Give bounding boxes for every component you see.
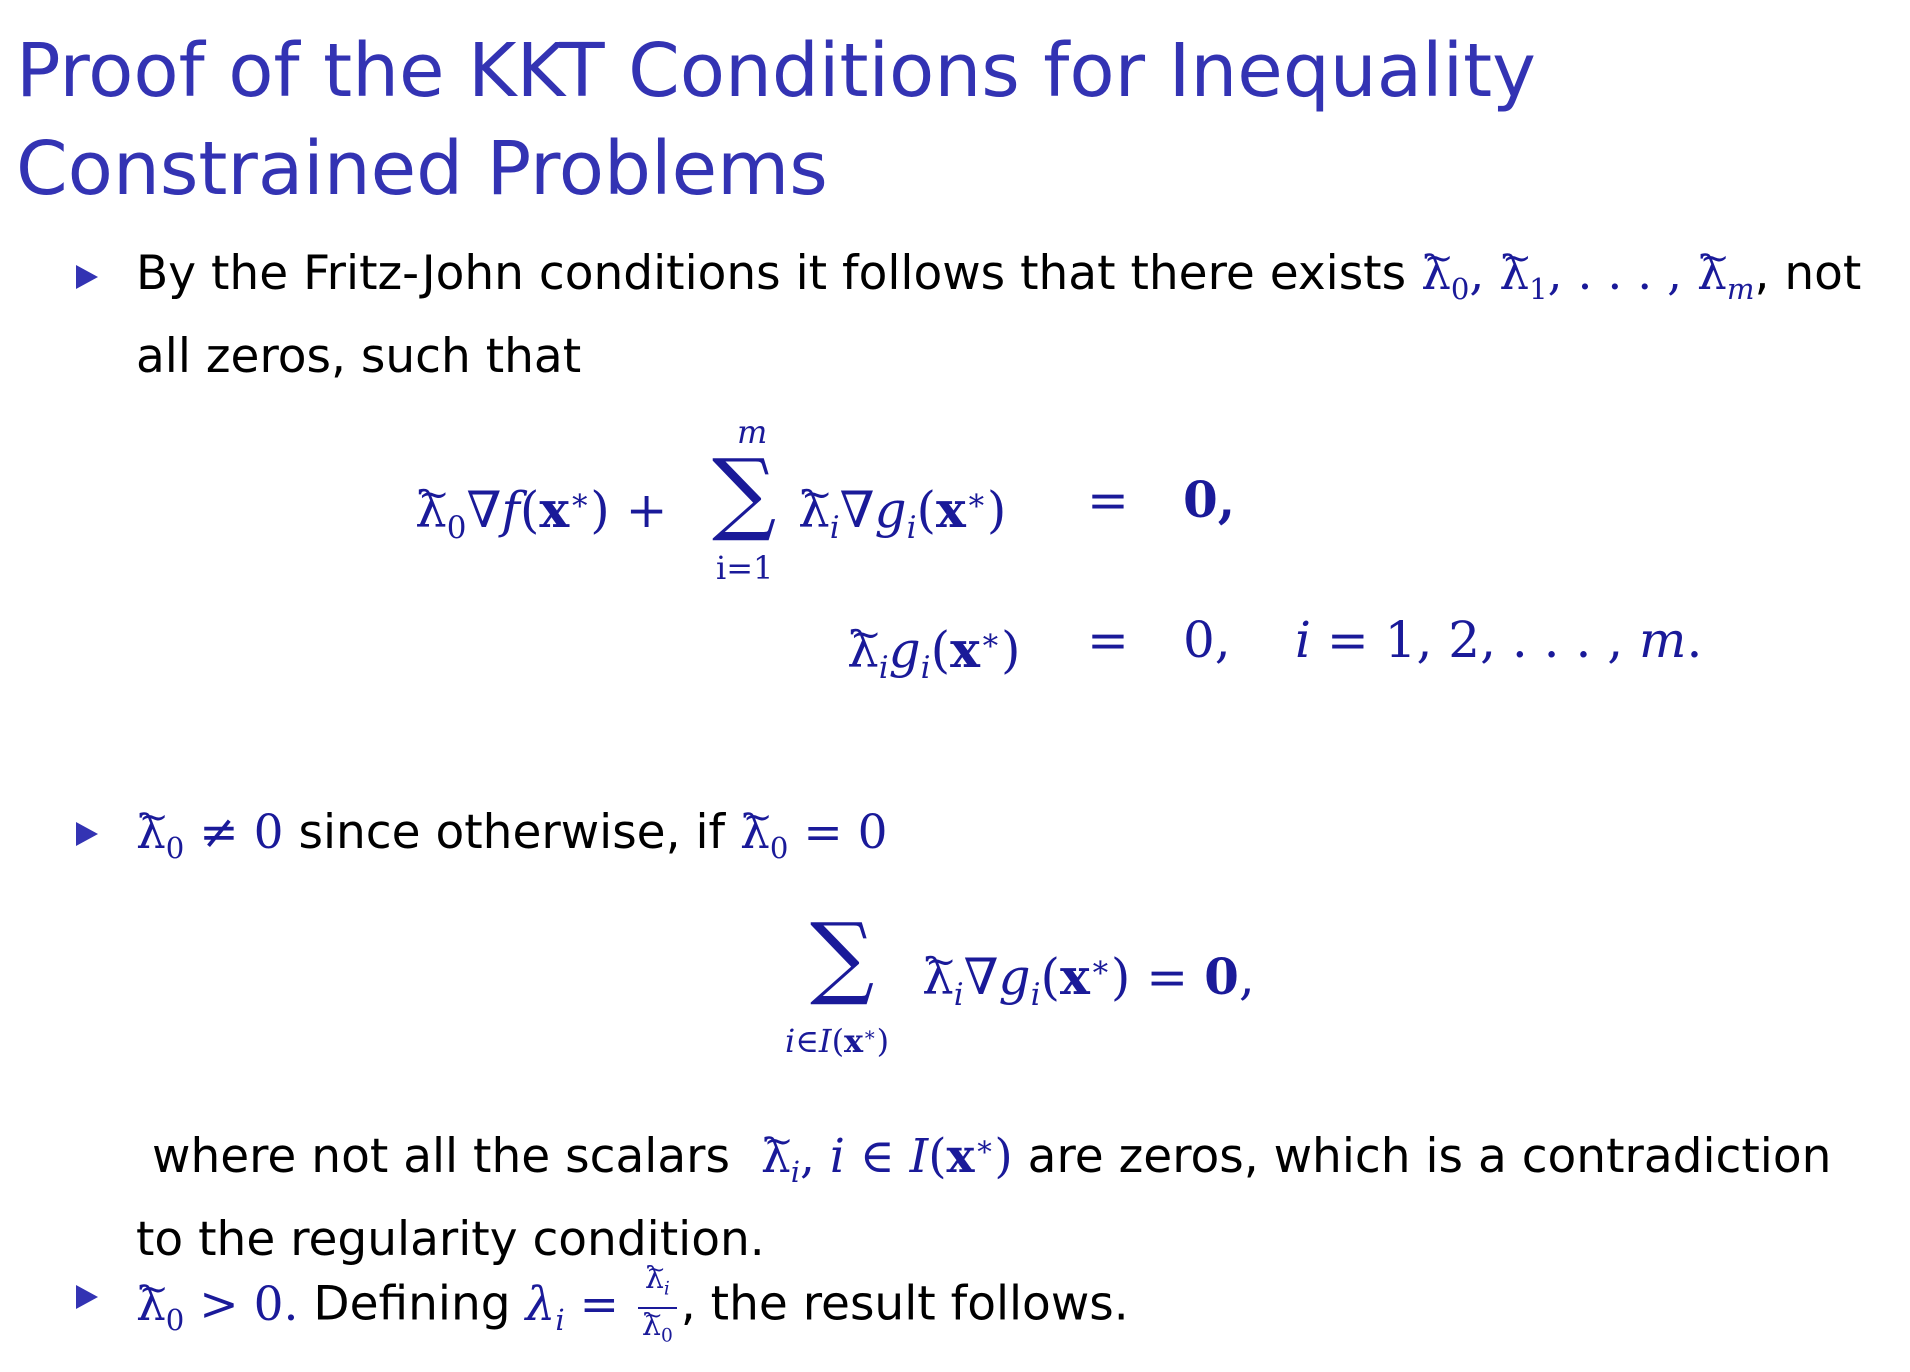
bullet-marker — [76, 822, 98, 846]
summation-symbol: ∑ — [810, 904, 875, 1009]
sum-upper-limit: m — [737, 413, 768, 451]
equation-3-term: ~ $\lambda_i\nabla g_i(x^∗) = 0$, — [922, 932, 1255, 1030]
bullet-1-text — [136, 240, 1886, 391]
contradiction-paragraph — [136, 1112, 1886, 1274]
bullet-2-body: since otherwise, if — [298, 805, 726, 860]
equation-2-lhs: ~ $\lambda_ig_i(x^∗)$ — [847, 605, 1020, 703]
bullet-3-text — [136, 1262, 1129, 1353]
bullet-3-definition-math: $\lambda_i$ = ~ $\lambda_i$ ~ $\lambda_0$ — [526, 1277, 681, 1332]
bullet-2-lead-math: ~ $\lambda_0 \ne 0$ — [136, 805, 284, 860]
sum-lower-limit: i=1 — [716, 549, 774, 587]
equation-1-equals: = — [1087, 471, 1129, 529]
equation-1-sum-term: ~ $\lambda_i\nabla g_i(x^∗)$ — [798, 465, 1006, 563]
summation-symbol: ∑ — [712, 440, 777, 545]
bullet-3-tail: , the result follows. — [680, 1276, 1129, 1332]
bullet-marker — [76, 265, 98, 289]
sum-lower-limit-active: i∈I(x∗) — [785, 1021, 890, 1060]
equation-1-rhs: 0, — [1183, 470, 1236, 529]
paragraph-text-before: where not all the scalars — [152, 1129, 730, 1185]
bullet-3-body: Defining — [313, 1276, 511, 1332]
slide-title: Proof of the KKT Conditions for Inequality Constrained Problems — [16, 28, 1536, 212]
bullet-2-text — [136, 800, 888, 881]
bullet-1-multipliers: ~ $\lambda_0$, ~ $\lambda_1$, . . . , ~ $\lambda_m$ — [1421, 246, 1754, 301]
bullet-1-lead: By the Fritz-John conditions it follows that there exists — [136, 246, 1407, 301]
equation-2-rhs: 0, — [1183, 611, 1231, 669]
bullet-marker — [76, 1285, 98, 1309]
paragraph-math: ~ $\lambda_i$, i ∈ I(x∗) — [745, 1129, 1013, 1184]
equation-2-equals: = — [1087, 611, 1129, 669]
bullet-3-lead-math: ~ $\lambda_0 > 0$. — [136, 1277, 298, 1332]
equation-1-lhs: ~ $\lambda_0\nabla f(x^∗)$ + — [415, 465, 668, 563]
paragraph-text-after: are zeros, which is a contradiction to the regularity condition. — [136, 1129, 1832, 1268]
equation-2-range: i = 1, 2, . . . , m. — [1295, 611, 1703, 669]
bullet-2-condition-math: ~ $\lambda_0 = 0$ — [740, 805, 888, 860]
bullet-1-tail: , not all zeros, such that — [136, 246, 1862, 385]
